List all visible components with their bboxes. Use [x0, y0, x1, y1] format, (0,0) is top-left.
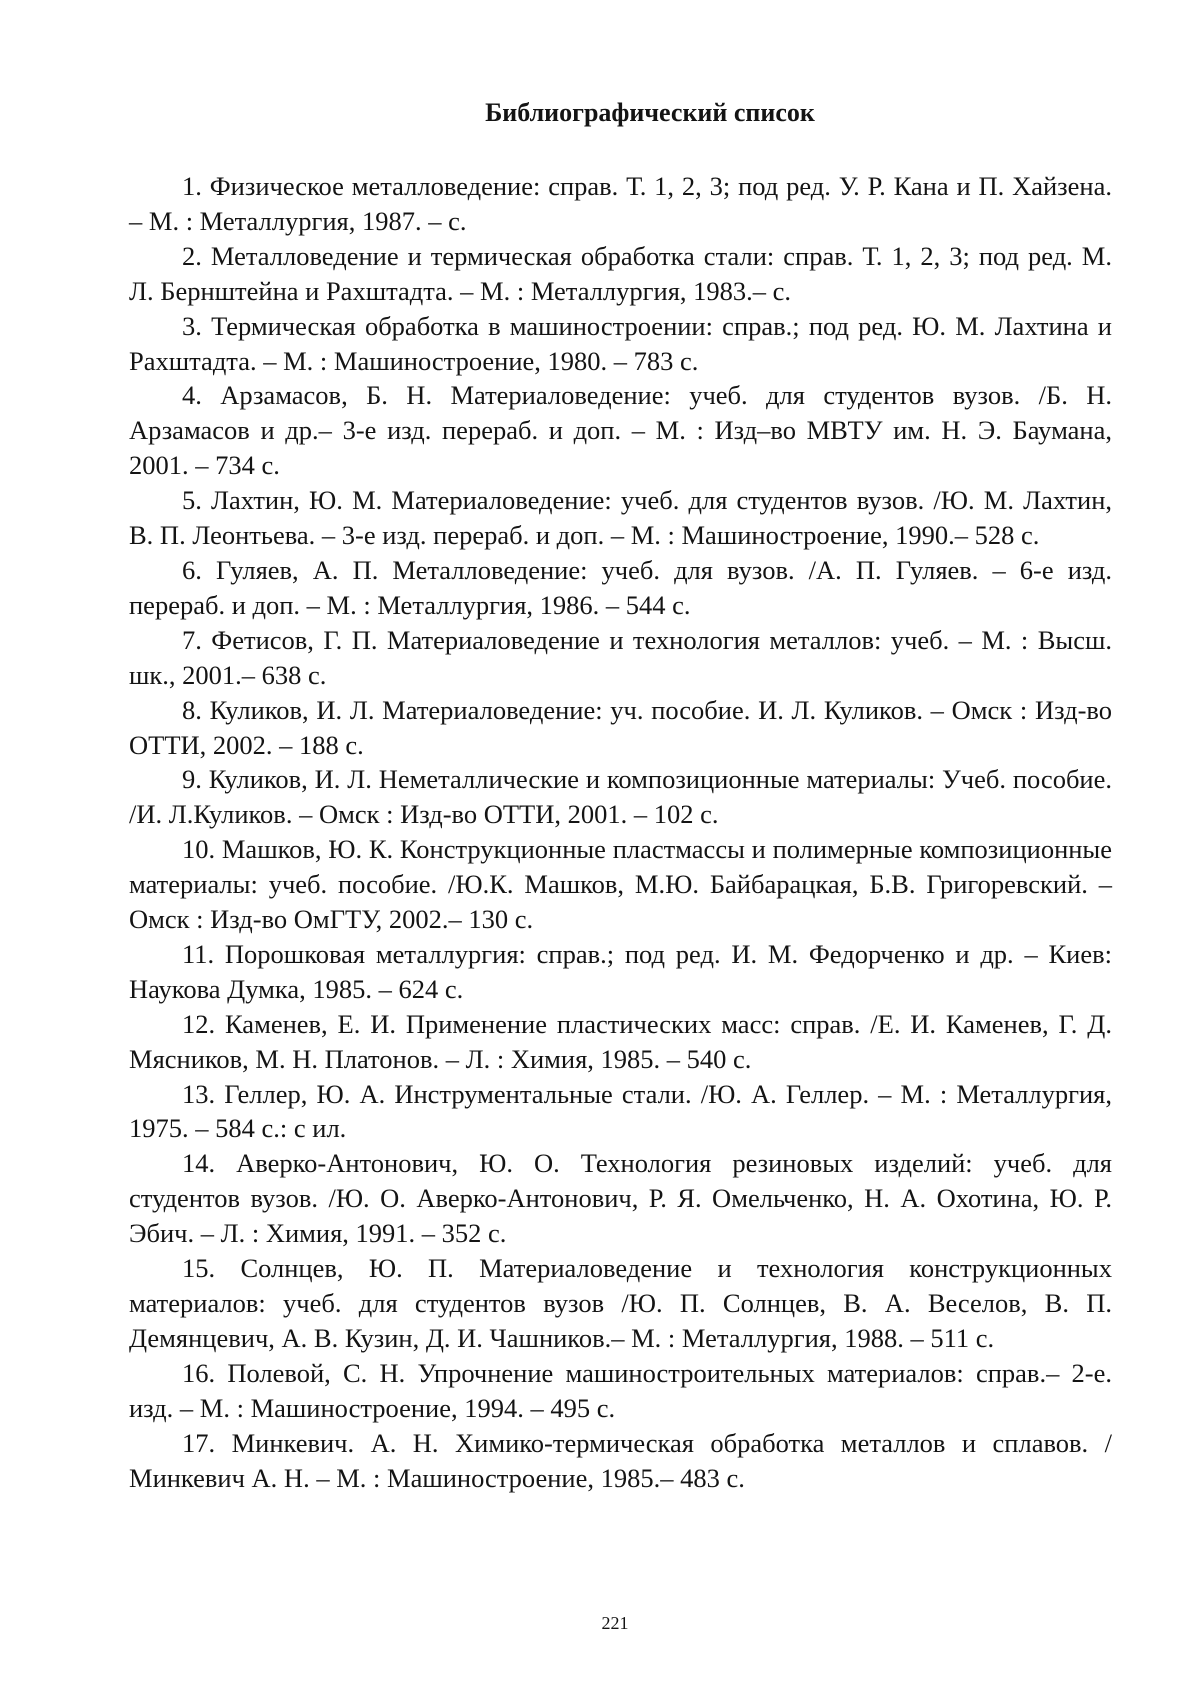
bibliography-item-6: 6. Гуляев, А. П. Металловедение: учеб. для вузов. /А. П. Гуляев. – 6-е изд. перераб. и доп. – М. : Металлургия, 1986. – 544 с. [129, 554, 1112, 620]
bibliography-list [129, 169, 1112, 1495]
bibliography-item-10: 10. Машков, Ю. К. Конструкционные пластмассы и полимерные композиционные материалы: учеб. пособие. /Ю.К. Машков, М.Ю. Байбарацкая, Б.В. Григоревский. – Омск : Изд-во ОмГТУ, 2002.– 130 с. [129, 834, 1112, 935]
bibliography-item-16: 16. Полевой, С. Н. Упрочнение машиностроительных материалов: справ.– 2-е. изд. – М. : Машиностроение, 1994. – 495 с. [129, 1357, 1112, 1423]
bibliography-item-8: 8. Куликов, И. Л. Материаловедение: уч. пособие. И. Л. Куликов. – Омск : Изд-во ОТТИ, 2002. – 188 с. [129, 694, 1112, 760]
bibliography-item-17: 17. Минкевич. А. Н. Химико-термическая обработка металлов и сплавов. /Минкевич А. Н. – М. : Машиностроение, 1985.– 483 с. [129, 1427, 1112, 1493]
bibliography-item-5: 5. Лахтин, Ю. М. Материаловедение: учеб. для студентов вузов. /Ю. М. Лахтин, В. П. Леонтьева. – 3-е изд. перераб. и доп. – М. : Машиностроение, 1990.– 528 с. [129, 485, 1112, 551]
bibliography-item-14: 14. Аверко-Антонович, Ю. О. Технология резиновых изделий: учеб. для студентов вузов. /Ю. О. Аверко-Антонович, Р. Я. Омельченко, Н. А. Охотина, Ю. Р. Эбич. – Л. : Химия, 1991. – 352 с. [129, 1148, 1112, 1249]
bibliography-item-3: 3. Термическая обработка в машиностроении: справ.; под ред. Ю. М. Лахтина и Рахштадта. – М. : Машиностроение, 1980. – 783 с. [129, 310, 1112, 376]
page-number: 221 [601, 1613, 629, 1633]
bibliography-item-9: 9. Куликов, И. Л. Неметаллические и композиционные материалы: Учеб. пособие. /И. Л.Куликов. – Омск : Изд-во ОТТИ, 2001. – 102 с. [129, 764, 1112, 830]
bibliography-item-12: 12. Каменев, Е. И. Применение пластических масс: справ. /Е. И. Каменев, Г. Д. Мясников, М. Н. Платонов. – Л. : Химия, 1985. – 540 с. [129, 1008, 1112, 1074]
bibliography-item-2: 2. Металловедение и термическая обработка стали: справ. Т. 1, 2, 3; под ред. М. Л. Бернштейна и Рахштадта. – М. : Металлургия, 1983.– с. [129, 240, 1112, 306]
bibliography-item-7: 7. Фетисов, Г. П. Материаловедение и технология металлов: учеб. – М. : Высш. шк., 2001.– 638 с. [129, 624, 1112, 690]
bibliography-item-1: 1. Физическое металловедение: справ. Т. 1, 2, 3; под ред. У. Р. Кана и П. Хайзена. – М. : Металлургия, 1987. – с. [129, 171, 1112, 236]
bibliography-item-4: 4. Арзамасов, Б. Н. Материаловедение: учеб. для студентов вузов. /Б. Н. Арзамасов и др.– 3-е изд. перераб. и доп. – М. : Изд–во МВТУ им. Н. Э. Баумана, 2001. – 734 с. [129, 380, 1112, 481]
bibliography-item-13: 13. Геллер, Ю. А. Инструментальные стали. /Ю. А. Геллер. – М. : Металлургия, 1975. – 584 с.: с ил. [129, 1078, 1112, 1144]
bibliography-item-15: 15. Солнцев, Ю. П. Материаловедение и технология конструкционных материалов: учеб. для студентов вузов /Ю. П. Солнцев, В. А. Веселов, В. П. Демянцевич, А. В. Кузин, Д. И. Чашников.– М. : Металлургия, 1988. – 511 с. [129, 1253, 1112, 1353]
bibliography-item-11: 11. Порошковая металлургия: справ.; под ред. И. М. Федорченко и др. – Киев: Наукова Думка, 1985. – 624 с. [129, 938, 1112, 1004]
page-title: Библиографический список [485, 98, 815, 127]
